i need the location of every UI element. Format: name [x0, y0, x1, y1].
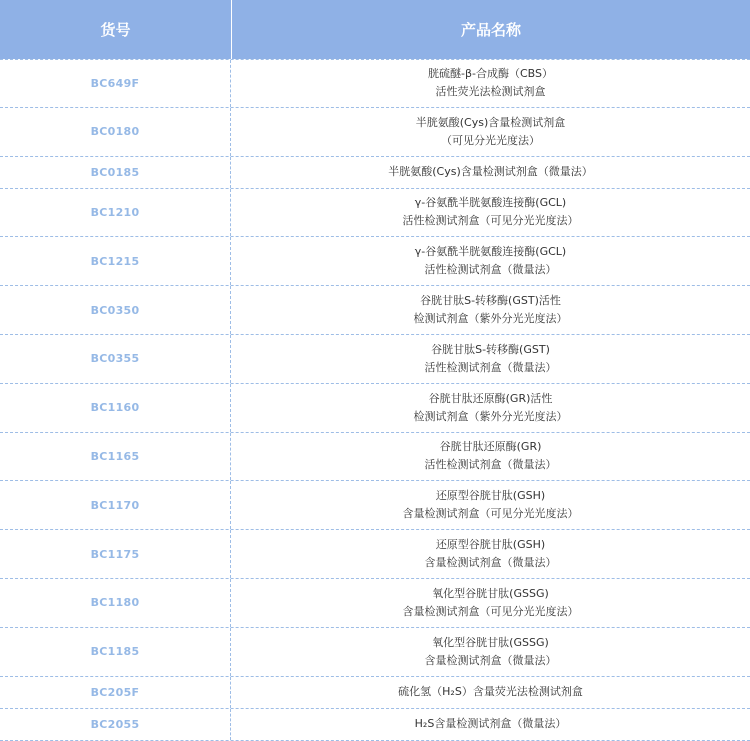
table-row: [0, 628, 750, 677]
product-code: BC0185: [0, 157, 231, 188]
product-name: [231, 335, 750, 383]
table-row: [0, 579, 750, 628]
table-row: [0, 530, 750, 579]
product-name: [231, 108, 750, 156]
product-name: [231, 530, 750, 578]
table-row: [0, 189, 750, 238]
table-row: [0, 335, 750, 384]
product-name-line: 半胱氨酸(Cys)含量检测试剂盒（微量法）: [388, 165, 593, 179]
product-code: BC1165: [0, 433, 231, 481]
product-name-line: 检测试剂盒（紫外分光光度法）: [413, 409, 568, 423]
product-name-line: γ-谷氨酰半胱氨酸连接酶(GCL): [414, 196, 567, 210]
product-name-line: 活性检测试剂盒（微量法）: [424, 458, 557, 472]
product-name-line: 氧化型谷胱甘肽(GSSG): [432, 586, 549, 600]
product-name-line: 含量检测试剂盒（微量法）: [424, 653, 557, 667]
product-name-line: 含量检测试剂盒（可见分光光度法）: [402, 604, 579, 618]
product-code: BC0350: [0, 286, 231, 334]
product-name-line: H₂S含量检测试剂盒（微量法）: [414, 717, 567, 731]
product-name-line: 检测试剂盒（紫外分光光度法）: [413, 312, 568, 326]
product-name-line: （可见分光光度法）: [441, 133, 540, 147]
product-name-line: 谷胱甘肽S-转移酶(GST)活性: [420, 294, 561, 308]
product-name-line: 含量检测试剂盒（微量法）: [424, 556, 557, 570]
product-code: BC0180: [0, 108, 231, 156]
product-name: [231, 677, 750, 708]
table-body: [0, 59, 750, 741]
product-name-line: 谷胱甘肽还原酶(GR): [439, 440, 542, 454]
product-name-line: 含量检测试剂盒（可见分光光度法）: [402, 507, 579, 521]
product-code: BC1180: [0, 579, 231, 627]
product-name-line: 活性荧光法检测试剂盒: [435, 85, 546, 99]
header-product-code: 货号: [0, 0, 232, 59]
product-code: BC1175: [0, 530, 231, 578]
product-name-line: 半胱氨酸(Cys)含量检测试剂盒: [415, 115, 566, 129]
product-name: [231, 237, 750, 285]
product-code: BC2055: [0, 709, 231, 740]
product-name-line: 氧化型谷胱甘肽(GSSG): [432, 635, 549, 649]
header-product-name: 产品名称: [460, 21, 521, 39]
table-row: [0, 157, 750, 189]
product-name: [231, 60, 750, 107]
product-name: [231, 709, 750, 740]
product-code: BC1185: [0, 628, 231, 676]
product-name-line: 胱硫醚-β-合成酶（CBS）: [428, 67, 553, 81]
product-code: BC1170: [0, 481, 231, 529]
product-name: [231, 286, 750, 334]
table-row: [0, 286, 750, 335]
product-code: BC1210: [0, 189, 231, 237]
product-code: BC649F: [0, 60, 231, 107]
product-name-line: 还原型谷胱甘肽(GSH): [435, 489, 546, 503]
table-row: [0, 237, 750, 286]
table-row: [0, 108, 750, 157]
product-name: [231, 628, 750, 676]
product-code: BC205F: [0, 677, 231, 708]
product-name-line: 谷胱甘肽还原酶(GR)活性: [428, 391, 553, 405]
product-name-line: 还原型谷胱甘肽(GSH): [435, 538, 546, 552]
table-row: [0, 481, 750, 530]
product-name-line: 硫化氢（H₂S）含量荧光法检测试剂盒: [398, 685, 583, 699]
product-name: [231, 384, 750, 432]
product-name-line: 谷胱甘肽S-转移酶(GST): [431, 342, 550, 356]
product-name-line: 活性检测试剂盒（可见分光光度法）: [402, 214, 579, 228]
product-name: [231, 481, 750, 529]
product-name: [231, 189, 750, 237]
product-code: BC0355: [0, 335, 231, 383]
product-name: [231, 157, 750, 188]
product-name-line: γ-谷氨酰半胱氨酸连接酶(GCL): [414, 245, 567, 259]
table-row: [0, 59, 750, 108]
product-code: BC1215: [0, 237, 231, 285]
product-name-line: 活性检测试剂盒（微量法）: [424, 360, 557, 374]
product-name-line: 活性检测试剂盒（微量法）: [424, 263, 557, 277]
table-row: [0, 433, 750, 482]
product-name: [231, 433, 750, 481]
table-row: [0, 677, 750, 709]
table-row: [0, 384, 750, 433]
product-name: [231, 579, 750, 627]
table-row: [0, 709, 750, 741]
table-header: [0, 0, 750, 59]
product-code: BC1160: [0, 384, 231, 432]
